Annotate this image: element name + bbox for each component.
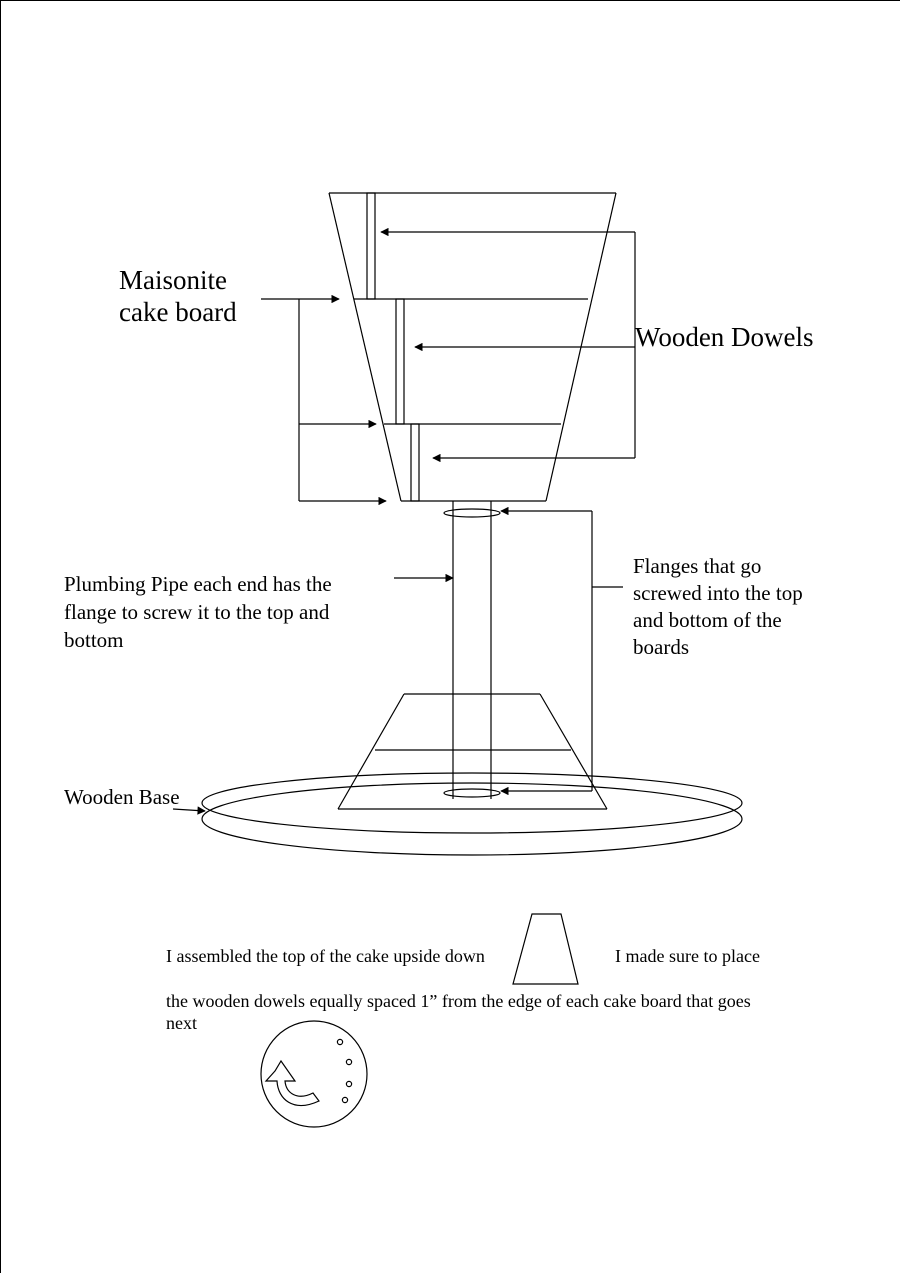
plumbing-pipe xyxy=(394,501,500,799)
trapezoid-icon xyxy=(513,914,578,984)
wooden-dowels xyxy=(367,193,419,501)
cake-board-circle xyxy=(261,1021,367,1127)
wooden-dowels-label: Wooden Dowels xyxy=(635,322,814,352)
flanges-label-line4: boards xyxy=(633,635,689,659)
wooden-base-label: Wooden Base xyxy=(64,785,180,809)
flanges-callout xyxy=(501,511,623,791)
pipe-label-line3: bottom xyxy=(64,628,124,652)
pipe-label-line1: Plumbing Pipe each end has the xyxy=(64,572,332,596)
dowels-note-line2: next xyxy=(166,1013,197,1033)
dowel-1 xyxy=(367,193,375,299)
left-side xyxy=(329,193,401,501)
pipe-label-line2: flange to screw it to the top and xyxy=(64,600,330,624)
curved-arrow-icon xyxy=(266,1061,319,1105)
maisonite-label-line1: Maisonite xyxy=(119,265,227,295)
flanges-label-line1: Flanges that go xyxy=(633,554,762,578)
flanges-label-line3: and bottom of the xyxy=(633,608,782,632)
dowel-hole xyxy=(342,1097,347,1102)
cake-stand-diagram xyxy=(1,1,900,1274)
maisonite-callout xyxy=(261,299,386,501)
cake-board-top-view xyxy=(261,1021,367,1127)
made-sure-note: I made sure to place xyxy=(615,946,760,966)
dowel-hole xyxy=(337,1039,342,1044)
dowel-hole xyxy=(346,1081,351,1086)
flanges-label-line2: screwed into the top xyxy=(633,581,803,605)
dowel-3 xyxy=(411,424,419,501)
dowel-hole xyxy=(346,1059,351,1064)
assembled-note: I assembled the top of the cake upside down xyxy=(166,946,485,966)
maisonite-label-line2: cake board xyxy=(119,297,237,327)
dowels-note-line1: the wooden dowels equally spaced 1” from the edge of each cake board that goes xyxy=(166,991,751,1011)
wooden-base xyxy=(173,773,742,855)
dowel-2 xyxy=(396,299,404,424)
lower-cake-tier xyxy=(338,694,607,809)
